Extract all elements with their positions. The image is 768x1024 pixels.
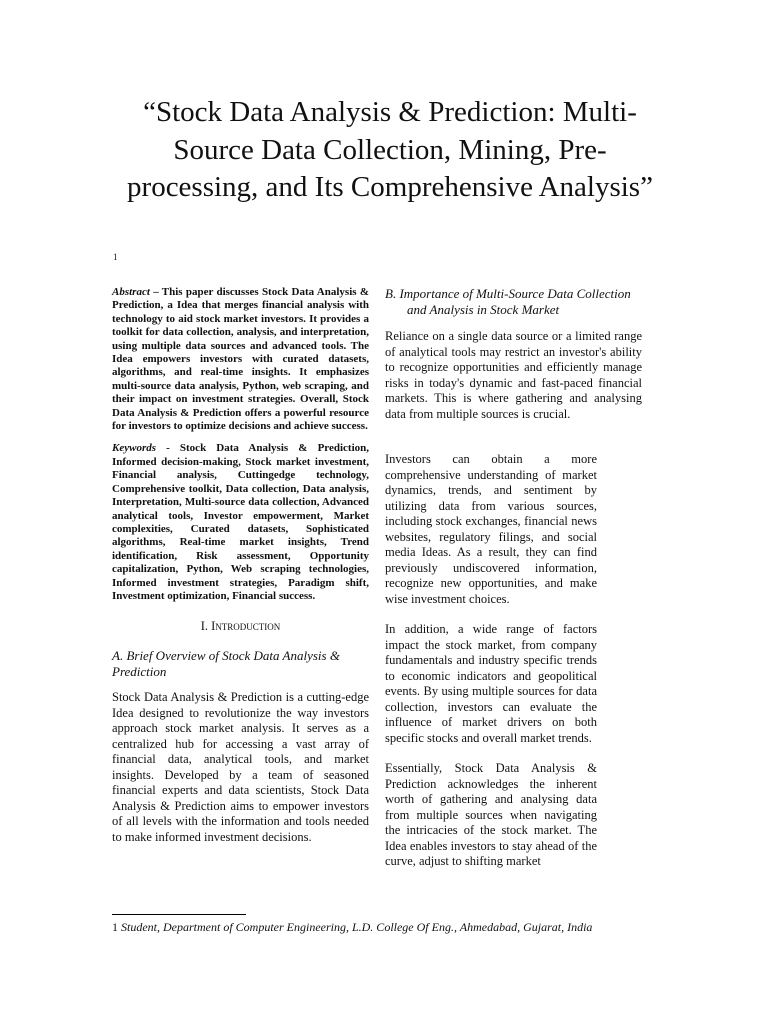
- body-paragraph: Essentially, Stock Data Analysis & Prediction acknowledges the inherent worth of gathering and analysing data from multiple sources when navigating the intricacies of the stock market. The Idea enables investors to stay ahead of the curve, adjust to shifting market: [385, 761, 597, 868]
- body-paragraph: Investors can obtain a more comprehensive understanding of market dynamics, trends, and sentiment by utilizing data from various sources, including stock exchanges, financial news websites, regulatory filings, and social media Ideas. As a result, they can find previously undiscovered information, recognize new opportunities, and make wise investment choices.: [385, 452, 597, 606]
- right-column-bottom: [385, 452, 597, 885]
- left-column: [112, 286, 369, 860]
- footnote-number: 1: [112, 920, 118, 934]
- subsection-heading-b: B. Importance of Multi-Source Data Collection and Analysis in Stock Market: [385, 286, 631, 317]
- body-paragraph: In addition, a wide range of factors impact the stock market, from company fundamentals and industry specific trends to economic indicators and geopolitical events. By using multiple sources for data collection, investors can evaluate the influence of market drivers on both specific stocks and overall market trends.: [385, 622, 597, 745]
- abstract: [112, 286, 369, 433]
- abstract-label: Abstract: [112, 286, 150, 298]
- right-column-top: [385, 286, 642, 437]
- keywords: [112, 442, 369, 603]
- footnote-marker: 1: [113, 252, 118, 262]
- intro-paragraph: Stock Data Analysis & Prediction is a cutting-edge Idea designed to revolutionize the way investors approach stock market analysis. It serves as a centralized hub for accessing a vast array of financial data, analytical tools, and market insights. Developed by a team of seasoned financial experts and data scientists, Stock Data Analysis & Prediction aims to empower investors of all levels with the information and tools needed to make informed investment decisions.: [112, 690, 369, 844]
- section-heading-introduction: I. Introduction: [200, 619, 281, 634]
- body-paragraph-b1: Reliance on a single data source or a limited range of analytical tools may restrict an investor's ability to recognize opportunities and efficiently manage risks in today's dynamic and fast-paced financial markets. This is where gathering and analysing data from multiple sources is crucial.: [385, 329, 642, 421]
- keywords-dash: -: [156, 442, 180, 455]
- abstract-text: This paper discusses Stock Data Analysis & Prediction, a Idea that merges financial analysis with technology to aid stock market investors. It provides a toolkit for data collection, analysis, and interpretation, using multiple data sources and advanced tools. The Idea empowers investors with curated datasets, algorithms, and real-time insights. It emphasizes multi-source data analysis, Python, web scraping, and their impact on investment strategies. Overall, Stock Data Analysis & Prediction offers a powerful resource for investors to optimize decisions and achieve success.: [112, 286, 369, 433]
- abstract-dash: –: [149, 286, 162, 298]
- keywords-label: Keywords: [112, 442, 156, 455]
- footnote: [112, 920, 672, 935]
- keywords-text: Stock Data Analysis & Prediction, Informed decision-making, Stock market investment, Financial analysis, Cuttingedge technology, Comprehensive toolkit, Data collection, Data analysis, Interpretation, Multi-source data collection, Advanced analytical tools, Investor empowerment, Market complexities, Curated datasets, Sophisticated algorithms, Real-time market insights, Trend identification, Risk assessment, Opportunity capitalization, Python, Web scraping technologies, Informed investment strategies, Paradigm shift, Investment optimization, Financial success.: [112, 442, 369, 602]
- subsection-heading-a: A. Brief Overview of Stock Data Analysis & Prediction: [112, 648, 340, 680]
- paper-title: “Stock Data Analysis & Prediction: Multi-Source Data Collection, Mining, Pre-processing, and Its Comprehensive Analysis”: [127, 96, 653, 203]
- footnote-divider: [112, 914, 246, 915]
- footnote-text: Student, Department of Computer Engineering, L.D. College Of Eng., Ahmedabad, Gujarat, India: [121, 920, 593, 934]
